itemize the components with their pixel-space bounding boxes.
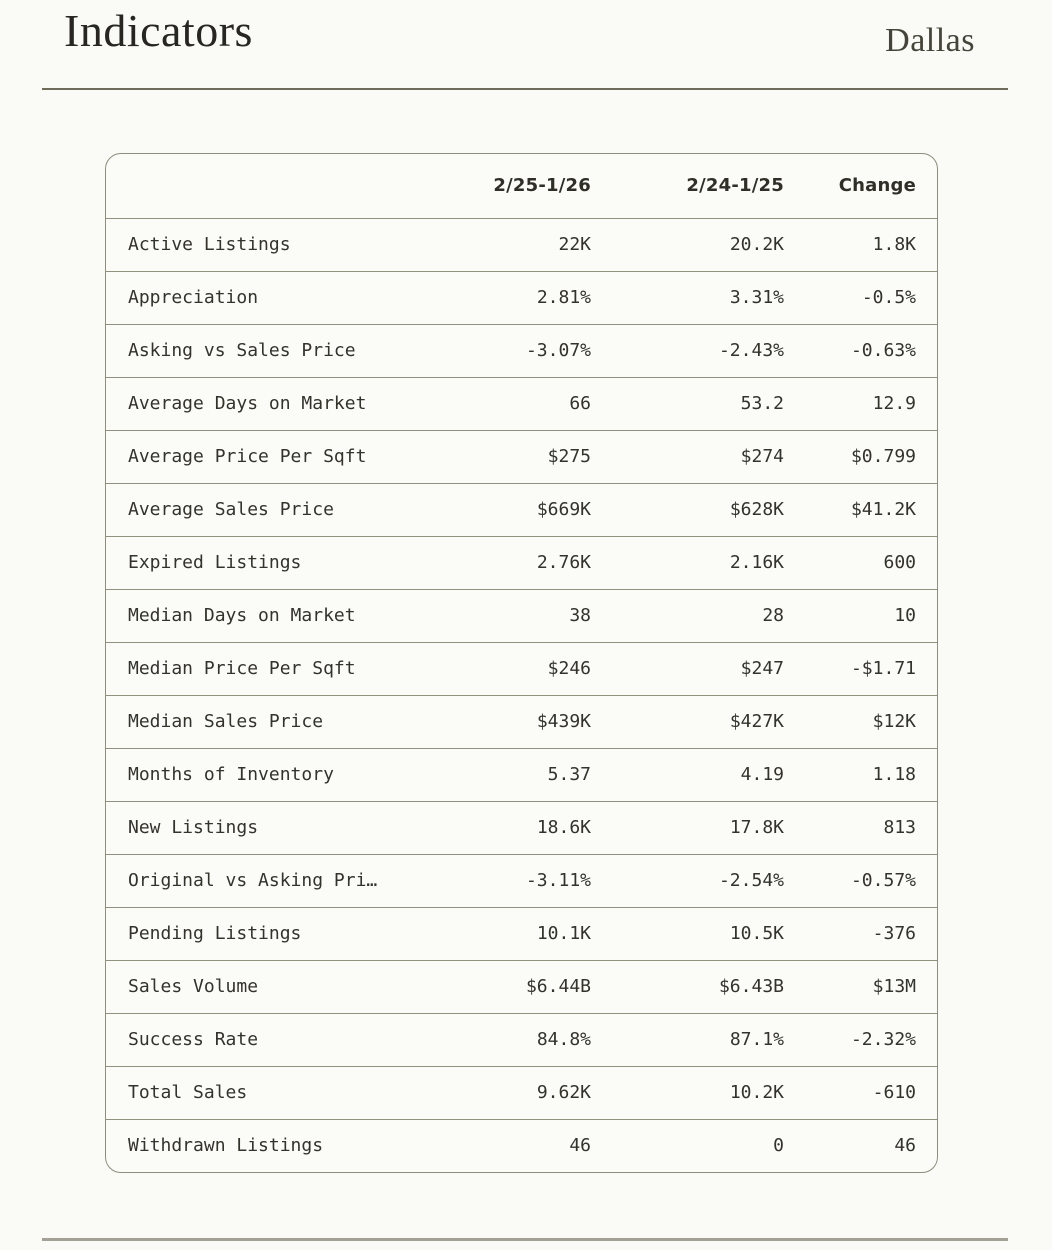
table-row [106,483,938,536]
row-label: Months of Inventory [106,748,398,801]
column-header-change: Change [838,175,916,197]
row-value-current: 9.62K [398,1066,591,1119]
row-label: Median Price Per Sqft [106,642,398,695]
table-row [106,960,938,1013]
row-label: Sales Volume [106,960,398,1013]
row-label: Active Listings [106,218,398,271]
table-row [106,377,938,430]
row-value-previous: -2.43% [591,324,784,377]
row-value-change: 46 [784,1119,938,1172]
row-value-current: 10.1K [398,907,591,960]
row-value-previous: $274 [591,430,784,483]
indicators-table-card [105,153,938,1173]
row-value-current: $669K [398,483,591,536]
row-value-current: $246 [398,642,591,695]
table-row [106,324,938,377]
row-label: New Listings [106,801,398,854]
column-header-label [106,154,398,218]
row-value-previous: -2.54% [591,854,784,907]
row-value-previous: $628K [591,483,784,536]
table-row [106,801,938,854]
row-label: Average Days on Market [106,377,398,430]
row-value-current: 22K [398,218,591,271]
table-row [106,589,938,642]
row-value-change: -0.5% [784,271,938,324]
column-header-previous-period: 2/24-1/25 [686,175,784,197]
row-value-current: 18.6K [398,801,591,854]
table-header [106,154,938,218]
row-value-change: 1.8K [784,218,938,271]
row-value-current: $6.44B [398,960,591,1013]
row-value-change: 813 [784,801,938,854]
row-value-change: $0.799 [784,430,938,483]
row-value-previous: 87.1% [591,1013,784,1066]
table-row [106,536,938,589]
table-row [106,218,938,271]
row-value-previous: 3.31% [591,271,784,324]
row-label: Pending Listings [106,907,398,960]
row-value-current: -3.07% [398,324,591,377]
row-label: Expired Listings [106,536,398,589]
table-row [106,271,938,324]
indicators-table-body [106,218,938,1172]
row-value-previous: $247 [591,642,784,695]
row-value-current: $439K [398,695,591,748]
table-row [106,430,938,483]
row-value-previous: $6.43B [591,960,784,1013]
row-value-change: 10 [784,589,938,642]
row-value-change: 12.9 [784,377,938,430]
row-value-current: 2.81% [398,271,591,324]
indicators-table [106,154,938,1172]
row-label: Median Days on Market [106,589,398,642]
row-value-current: 38 [398,589,591,642]
row-value-current: 84.8% [398,1013,591,1066]
row-value-change: $41.2K [784,483,938,536]
row-value-previous: $427K [591,695,784,748]
row-value-previous: 17.8K [591,801,784,854]
row-value-current: 5.37 [398,748,591,801]
row-value-previous: 20.2K [591,218,784,271]
row-value-change: -0.57% [784,854,938,907]
column-header-current-period: 2/25-1/26 [493,175,591,197]
row-label: Median Sales Price [106,695,398,748]
row-value-previous: 10.2K [591,1066,784,1119]
row-value-current: $275 [398,430,591,483]
row-value-current: 66 [398,377,591,430]
row-value-change: -610 [784,1066,938,1119]
row-label: Asking vs Sales Price [106,324,398,377]
row-value-previous: 4.19 [591,748,784,801]
table-row [106,1013,938,1066]
row-value-previous: 2.16K [591,536,784,589]
row-label: Appreciation [106,271,398,324]
table-row [106,642,938,695]
row-value-change: $13M [784,960,938,1013]
row-value-previous: 53.2 [591,377,784,430]
page-title: Indicators [64,5,253,56]
table-row [106,748,938,801]
row-label: Average Price Per Sqft [106,430,398,483]
row-label: Average Sales Price [106,483,398,536]
row-label: Success Rate [106,1013,398,1066]
row-value-current: 2.76K [398,536,591,589]
row-value-current: -3.11% [398,854,591,907]
table-header-row [106,154,938,218]
table-row [106,695,938,748]
row-label: Withdrawn Listings [106,1119,398,1172]
row-value-previous: 28 [591,589,784,642]
row-value-change: -2.32% [784,1013,938,1066]
row-value-change: -376 [784,907,938,960]
row-value-change: -0.63% [784,324,938,377]
row-value-previous: 0 [591,1119,784,1172]
table-row [106,1066,938,1119]
table-row [106,1119,938,1172]
row-value-current: 46 [398,1119,591,1172]
row-value-change: -$1.71 [784,642,938,695]
row-value-change: 1.18 [784,748,938,801]
row-label: Total Sales [106,1066,398,1119]
row-label: Original vs Asking Pri… [106,854,398,907]
header-divider [42,88,1008,90]
footer-divider [42,1238,1008,1241]
page-header [0,0,1052,113]
table-row [106,907,938,960]
row-value-change: 600 [784,536,938,589]
row-value-change: $12K [784,695,938,748]
table-row [106,854,938,907]
location-label: Dallas [885,22,975,59]
row-value-previous: 10.5K [591,907,784,960]
